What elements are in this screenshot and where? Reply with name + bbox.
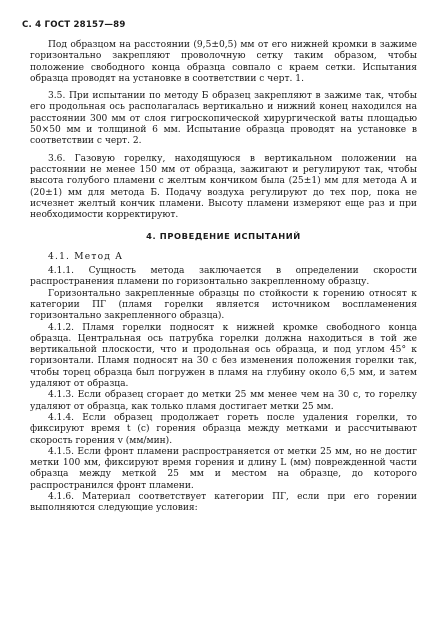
paragraph-4-1-1: 4.1.1. Сущность метода заключается в определении скорости распространения пламени по горизонтально закрепленному образцу. bbox=[30, 266, 417, 288]
paragraph-3-6: 3.6. Газовую горелку, находящуюся в вертикальном положении на расстоянии не менее 150 мм от образца, зажигают и регулируют так, чтобы высота голубого пламени с желтым кончиком была (25±1) мм для метода А и (20±1) мм для метода Б. Подачу воздуха регулируют до тех пор, пока не исчезнет желтый кончик пламени. Высоту пламени измеряют еще раз и при необходимости корректируют. bbox=[30, 153, 417, 221]
paragraph-4-1-5: 4.1.5. Если фронт пламени распространяется от метки 25 мм, но не достиг метки 100 мм, фиксируют время горения и длину L (мм) поврежденной части образца между меткой 25 мм и местом на образце, до которого распространился фронт пламени. bbox=[30, 446, 417, 491]
paragraph-3-5: 3.5. При испытании по методу Б образец закрепляют в зажиме так, чтобы его продольная ось располагалась вертикально и нижний конец находился на расстоянии 300 мм от слоя гигроскопической хирургической ваты площадью 50×50 мм и толщиной 6 мм. Испытание образца проводят на установке в соответствии с черт. 2. bbox=[30, 91, 417, 147]
paragraph-4-1-6: 4.1.6. Материал соответствует категории ПГ, если при его горении выполняются следующие условия: bbox=[30, 491, 417, 514]
paragraph-mesh: Под образцом на расстоянии (9,5±0,5) мм от его нижней кромки в зажиме горизонтально закрепляют проволочную сетку таким образом, чтобы положение свободного конца образца совпало с краем сетки. Испытания образца проводят на установке в соответствии с черт. 1. bbox=[30, 40, 417, 84]
method-heading: 4.1. Метод А bbox=[48, 251, 124, 262]
paragraph-4-1-3: 4.1.3. Если образец сгорает до метки 25 мм менее чем на 30 с, то горелку удаляют от образца, как только пламя достигает метки 25 мм. bbox=[30, 390, 417, 412]
paragraph-4-1-4: 4.1.4. Если образец продолжает гореть после удаления горелки, то фиксируют время t (с) горения образца между метками и рассчитывают скорость горения v (мм/мин). bbox=[30, 412, 417, 446]
section-title: 4. ПРОВЕДЕНИЕ ИСПЫТАНИЙ bbox=[146, 231, 301, 242]
paragraph-category-pg: Горизонтально закрепленные образцы по стойкости к горению относят к категории ПГ (пламя горелки является источником воспламенения горизонтально закрепленного образца). bbox=[30, 288, 417, 322]
document-body bbox=[30, 40, 417, 515]
page-header: С. 4 ГОСТ 28157—89 bbox=[22, 20, 126, 30]
paragraph-4-1-2: 4.1.2. Пламя горелки подносят к нижней кромке свободного конца образца. Центральная ось патрубка горелки должна находиться в той же вертикальной плоскости, что и продольная ось образца, и под углом 45° к горизонтали. Пламя подносят на 30 с без изменения положения горелки так, чтобы торец образца был погружен в пламя на глубину около 6,5 мм, и затем удаляют от образца. bbox=[30, 322, 417, 390]
